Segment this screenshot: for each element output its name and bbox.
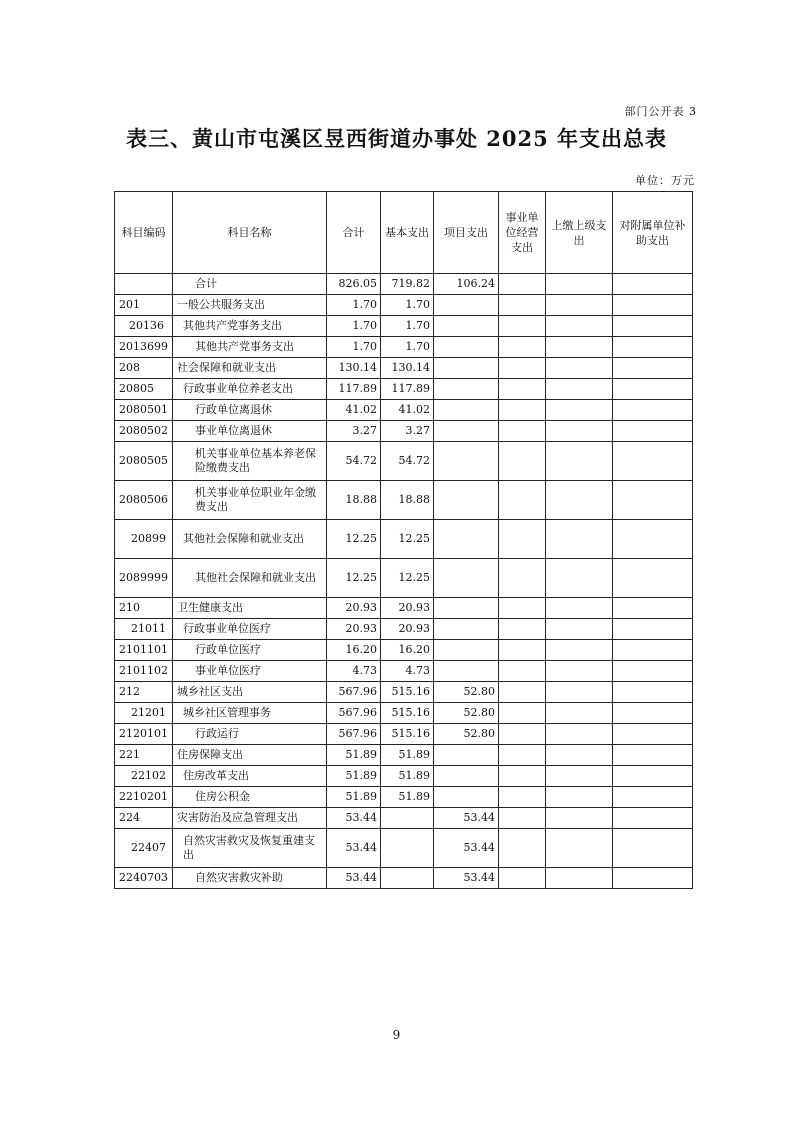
cell-name: 事业单位医疗 bbox=[173, 661, 327, 682]
cell-name: 住房保障支出 bbox=[173, 745, 327, 766]
cell-subsidy bbox=[613, 703, 693, 724]
cell-name: 卫生健康支出 bbox=[173, 598, 327, 619]
cell-enterprise bbox=[499, 421, 546, 442]
cell-total: 1.70 bbox=[327, 337, 381, 358]
cell-total: 1.70 bbox=[327, 316, 381, 337]
cell-subsidy bbox=[613, 829, 693, 868]
cell-project bbox=[434, 337, 499, 358]
cell-name: 住房公积金 bbox=[173, 787, 327, 808]
cell-enterprise bbox=[499, 379, 546, 400]
cell-enterprise bbox=[499, 442, 546, 481]
cell-upper bbox=[546, 400, 613, 421]
cell-name: 城乡社区支出 bbox=[173, 682, 327, 703]
header-project: 项目支出 bbox=[434, 192, 499, 274]
cell-enterprise bbox=[499, 295, 546, 316]
cell-name: 自然灾害救灾补助 bbox=[173, 868, 327, 889]
cell-name: 行政单位医疗 bbox=[173, 640, 327, 661]
cell-basic: 16.20 bbox=[381, 640, 434, 661]
cell-project bbox=[434, 421, 499, 442]
table-row bbox=[115, 640, 693, 661]
cell-subsidy bbox=[613, 619, 693, 640]
cell-total: 567.96 bbox=[327, 703, 381, 724]
cell-enterprise bbox=[499, 703, 546, 724]
cell-subsidy bbox=[613, 358, 693, 379]
cell-upper bbox=[546, 559, 613, 598]
cell-enterprise bbox=[499, 787, 546, 808]
cell-enterprise bbox=[499, 745, 546, 766]
cell-total: 51.89 bbox=[327, 745, 381, 766]
cell-name: 行政运行 bbox=[173, 724, 327, 745]
cell-name: 社会保障和就业支出 bbox=[173, 358, 327, 379]
cell-upper bbox=[546, 787, 613, 808]
table-row bbox=[115, 400, 693, 421]
cell-basic: 18.88 bbox=[381, 481, 434, 520]
cell-enterprise bbox=[499, 316, 546, 337]
cell-basic: 130.14 bbox=[381, 358, 434, 379]
cell-code: 20136 bbox=[115, 316, 173, 337]
table-row bbox=[115, 598, 693, 619]
cell-enterprise bbox=[499, 661, 546, 682]
document-tag: 部门公开表 3 bbox=[624, 105, 697, 118]
cell-basic: 1.70 bbox=[381, 295, 434, 316]
cell-basic: 51.89 bbox=[381, 745, 434, 766]
cell-total: 16.20 bbox=[327, 640, 381, 661]
cell-enterprise bbox=[499, 829, 546, 868]
cell-project: 52.80 bbox=[434, 682, 499, 703]
cell-upper bbox=[546, 808, 613, 829]
cell-total: 4.73 bbox=[327, 661, 381, 682]
table-row bbox=[115, 316, 693, 337]
header-enterprise: 事业单位经营支出 bbox=[499, 192, 546, 274]
cell-upper bbox=[546, 724, 613, 745]
cell-project bbox=[434, 379, 499, 400]
cell-name: 住房改革支出 bbox=[173, 766, 327, 787]
cell-total: 130.14 bbox=[327, 358, 381, 379]
cell-total: 54.72 bbox=[327, 442, 381, 481]
cell-enterprise bbox=[499, 724, 546, 745]
cell-name: 行政事业单位养老支出 bbox=[173, 379, 327, 400]
cell-subsidy bbox=[613, 640, 693, 661]
cell-project bbox=[434, 442, 499, 481]
cell-name: 其他共产党事务支出 bbox=[173, 316, 327, 337]
header-upper: 上缴上级支出 bbox=[546, 192, 613, 274]
page-title: 表三、黄山市屯溪区昱西街道办事处 2025 年支出总表 bbox=[125, 126, 668, 151]
cell-code: 21011 bbox=[115, 619, 173, 640]
cell-basic: 54.72 bbox=[381, 442, 434, 481]
table-row bbox=[115, 682, 693, 703]
cell-project bbox=[434, 559, 499, 598]
table-header-row bbox=[115, 192, 693, 274]
cell-subsidy bbox=[613, 274, 693, 295]
cell-subsidy bbox=[613, 316, 693, 337]
cell-basic bbox=[381, 868, 434, 889]
cell-total: 41.02 bbox=[327, 400, 381, 421]
cell-code: 221 bbox=[115, 745, 173, 766]
cell-name: 其他社会保障和就业支出 bbox=[173, 559, 327, 598]
cell-subsidy bbox=[613, 421, 693, 442]
table-row bbox=[115, 442, 693, 481]
expenditure-table bbox=[114, 191, 693, 889]
cell-name: 事业单位离退休 bbox=[173, 421, 327, 442]
cell-project bbox=[434, 640, 499, 661]
cell-enterprise bbox=[499, 520, 546, 559]
table-row bbox=[115, 520, 693, 559]
cell-basic: 4.73 bbox=[381, 661, 434, 682]
cell-name: 机关事业单位职业年金缴费支出 bbox=[173, 481, 327, 520]
cell-upper bbox=[546, 745, 613, 766]
header-total: 合计 bbox=[327, 192, 381, 274]
cell-code: 2120101 bbox=[115, 724, 173, 745]
cell-code: 224 bbox=[115, 808, 173, 829]
cell-enterprise bbox=[499, 808, 546, 829]
cell-subsidy bbox=[613, 661, 693, 682]
cell-enterprise bbox=[499, 682, 546, 703]
cell-code: 2080502 bbox=[115, 421, 173, 442]
cell-name: 其他共产党事务支出 bbox=[173, 337, 327, 358]
cell-project bbox=[434, 745, 499, 766]
cell-basic: 51.89 bbox=[381, 766, 434, 787]
table-row bbox=[115, 703, 693, 724]
cell-project: 53.44 bbox=[434, 808, 499, 829]
cell-code: 201 bbox=[115, 295, 173, 316]
table-row bbox=[115, 787, 693, 808]
cell-enterprise bbox=[499, 640, 546, 661]
cell-name: 一般公共服务支出 bbox=[173, 295, 327, 316]
cell-total: 567.96 bbox=[327, 724, 381, 745]
table-row bbox=[115, 724, 693, 745]
cell-name: 行政事业单位医疗 bbox=[173, 619, 327, 640]
cell-enterprise bbox=[499, 598, 546, 619]
cell-subsidy bbox=[613, 295, 693, 316]
cell-subsidy bbox=[613, 559, 693, 598]
table-row bbox=[115, 337, 693, 358]
header-basic: 基本支出 bbox=[381, 192, 434, 274]
cell-total: 51.89 bbox=[327, 787, 381, 808]
cell-upper bbox=[546, 640, 613, 661]
cell-upper bbox=[546, 598, 613, 619]
cell-upper bbox=[546, 703, 613, 724]
cell-subsidy bbox=[613, 808, 693, 829]
cell-total: 12.25 bbox=[327, 559, 381, 598]
cell-upper bbox=[546, 661, 613, 682]
cell-project bbox=[434, 766, 499, 787]
cell-project: 52.80 bbox=[434, 703, 499, 724]
cell-enterprise bbox=[499, 766, 546, 787]
table-row bbox=[115, 868, 693, 889]
cell-enterprise bbox=[499, 274, 546, 295]
cell-subsidy bbox=[613, 337, 693, 358]
cell-total: 1.70 bbox=[327, 295, 381, 316]
cell-total: 18.88 bbox=[327, 481, 381, 520]
cell-upper bbox=[546, 295, 613, 316]
cell-upper bbox=[546, 379, 613, 400]
cell-code: 2210201 bbox=[115, 787, 173, 808]
cell-basic: 20.93 bbox=[381, 619, 434, 640]
cell-basic bbox=[381, 808, 434, 829]
cell-project bbox=[434, 358, 499, 379]
cell-project bbox=[434, 520, 499, 559]
cell-total: 51.89 bbox=[327, 766, 381, 787]
table-row bbox=[115, 766, 693, 787]
cell-basic: 117.89 bbox=[381, 379, 434, 400]
cell-code: 22407 bbox=[115, 829, 173, 868]
cell-enterprise bbox=[499, 358, 546, 379]
table-row bbox=[115, 745, 693, 766]
cell-basic: 3.27 bbox=[381, 421, 434, 442]
cell-subsidy bbox=[613, 724, 693, 745]
cell-project: 106.24 bbox=[434, 274, 499, 295]
table-row bbox=[115, 481, 693, 520]
table-row bbox=[115, 661, 693, 682]
cell-upper bbox=[546, 421, 613, 442]
cell-upper bbox=[546, 442, 613, 481]
cell-upper bbox=[546, 520, 613, 559]
cell-code: 2080501 bbox=[115, 400, 173, 421]
cell-code: 2080505 bbox=[115, 442, 173, 481]
cell-basic: 515.16 bbox=[381, 703, 434, 724]
cell-upper bbox=[546, 682, 613, 703]
cell-basic: 719.82 bbox=[381, 274, 434, 295]
header-name: 科目名称 bbox=[173, 192, 327, 274]
cell-subsidy bbox=[613, 745, 693, 766]
cell-total: 20.93 bbox=[327, 619, 381, 640]
cell-subsidy bbox=[613, 787, 693, 808]
cell-name: 机关事业单位基本养老保险缴费支出 bbox=[173, 442, 327, 481]
cell-subsidy bbox=[613, 400, 693, 421]
cell-code: 20899 bbox=[115, 520, 173, 559]
cell-code: 2080506 bbox=[115, 481, 173, 520]
table-row bbox=[115, 808, 693, 829]
cell-name: 其他社会保障和就业支出 bbox=[173, 520, 327, 559]
cell-code: 2101102 bbox=[115, 661, 173, 682]
unit-label: 单位：万元 bbox=[635, 174, 695, 187]
cell-code: 21201 bbox=[115, 703, 173, 724]
cell-code: 2013699 bbox=[115, 337, 173, 358]
cell-basic: 12.25 bbox=[381, 559, 434, 598]
cell-name: 行政单位离退休 bbox=[173, 400, 327, 421]
cell-code: 2089999 bbox=[115, 559, 173, 598]
cell-code: 2101101 bbox=[115, 640, 173, 661]
cell-project bbox=[434, 787, 499, 808]
cell-subsidy bbox=[613, 868, 693, 889]
table-row bbox=[115, 559, 693, 598]
cell-upper bbox=[546, 337, 613, 358]
cell-subsidy bbox=[613, 481, 693, 520]
table-row bbox=[115, 358, 693, 379]
cell-basic: 51.89 bbox=[381, 787, 434, 808]
cell-upper bbox=[546, 868, 613, 889]
cell-total: 12.25 bbox=[327, 520, 381, 559]
cell-basic: 1.70 bbox=[381, 316, 434, 337]
cell-code: 208 bbox=[115, 358, 173, 379]
cell-total: 3.27 bbox=[327, 421, 381, 442]
cell-subsidy bbox=[613, 379, 693, 400]
cell-project bbox=[434, 619, 499, 640]
cell-project bbox=[434, 598, 499, 619]
cell-upper bbox=[546, 358, 613, 379]
cell-name: 灾害防治及应急管理支出 bbox=[173, 808, 327, 829]
cell-upper bbox=[546, 274, 613, 295]
cell-total: 20.93 bbox=[327, 598, 381, 619]
table-row bbox=[115, 274, 693, 295]
cell-code: 210 bbox=[115, 598, 173, 619]
cell-total: 53.44 bbox=[327, 868, 381, 889]
cell-upper bbox=[546, 316, 613, 337]
cell-name: 自然灾害救灾及恢复重建支出 bbox=[173, 829, 327, 868]
cell-enterprise bbox=[499, 400, 546, 421]
cell-code: 20805 bbox=[115, 379, 173, 400]
cell-name: 合计 bbox=[173, 274, 327, 295]
cell-upper bbox=[546, 766, 613, 787]
cell-enterprise bbox=[499, 868, 546, 889]
cell-subsidy bbox=[613, 520, 693, 559]
header-code: 科目编码 bbox=[115, 192, 173, 274]
cell-basic: 515.16 bbox=[381, 724, 434, 745]
cell-total: 53.44 bbox=[327, 808, 381, 829]
table-row bbox=[115, 421, 693, 442]
cell-project: 53.44 bbox=[434, 868, 499, 889]
cell-subsidy bbox=[613, 682, 693, 703]
table-row bbox=[115, 619, 693, 640]
header-subsidy: 对附属单位补助支出 bbox=[613, 192, 693, 274]
cell-upper bbox=[546, 619, 613, 640]
cell-subsidy bbox=[613, 766, 693, 787]
cell-total: 53.44 bbox=[327, 829, 381, 868]
cell-basic bbox=[381, 829, 434, 868]
cell-project bbox=[434, 661, 499, 682]
cell-enterprise bbox=[499, 337, 546, 358]
cell-upper bbox=[546, 829, 613, 868]
page-number: 9 bbox=[392, 1028, 401, 1042]
cell-enterprise bbox=[499, 619, 546, 640]
cell-enterprise bbox=[499, 481, 546, 520]
cell-basic: 41.02 bbox=[381, 400, 434, 421]
cell-project bbox=[434, 400, 499, 421]
cell-subsidy bbox=[613, 598, 693, 619]
cell-basic: 1.70 bbox=[381, 337, 434, 358]
table-row bbox=[115, 829, 693, 868]
cell-project bbox=[434, 316, 499, 337]
cell-basic: 20.93 bbox=[381, 598, 434, 619]
cell-basic: 12.25 bbox=[381, 520, 434, 559]
cell-project: 53.44 bbox=[434, 829, 499, 868]
cell-project bbox=[434, 481, 499, 520]
cell-total: 567.96 bbox=[327, 682, 381, 703]
table-row bbox=[115, 295, 693, 316]
cell-code: 2240703 bbox=[115, 868, 173, 889]
cell-basic: 515.16 bbox=[381, 682, 434, 703]
cell-project bbox=[434, 295, 499, 316]
cell-subsidy bbox=[613, 442, 693, 481]
cell-code: 22102 bbox=[115, 766, 173, 787]
cell-total: 826.05 bbox=[327, 274, 381, 295]
table-row bbox=[115, 379, 693, 400]
cell-code: 212 bbox=[115, 682, 173, 703]
cell-upper bbox=[546, 481, 613, 520]
cell-code bbox=[115, 274, 173, 295]
cell-enterprise bbox=[499, 559, 546, 598]
cell-total: 117.89 bbox=[327, 379, 381, 400]
cell-project: 52.80 bbox=[434, 724, 499, 745]
cell-name: 城乡社区管理事务 bbox=[173, 703, 327, 724]
